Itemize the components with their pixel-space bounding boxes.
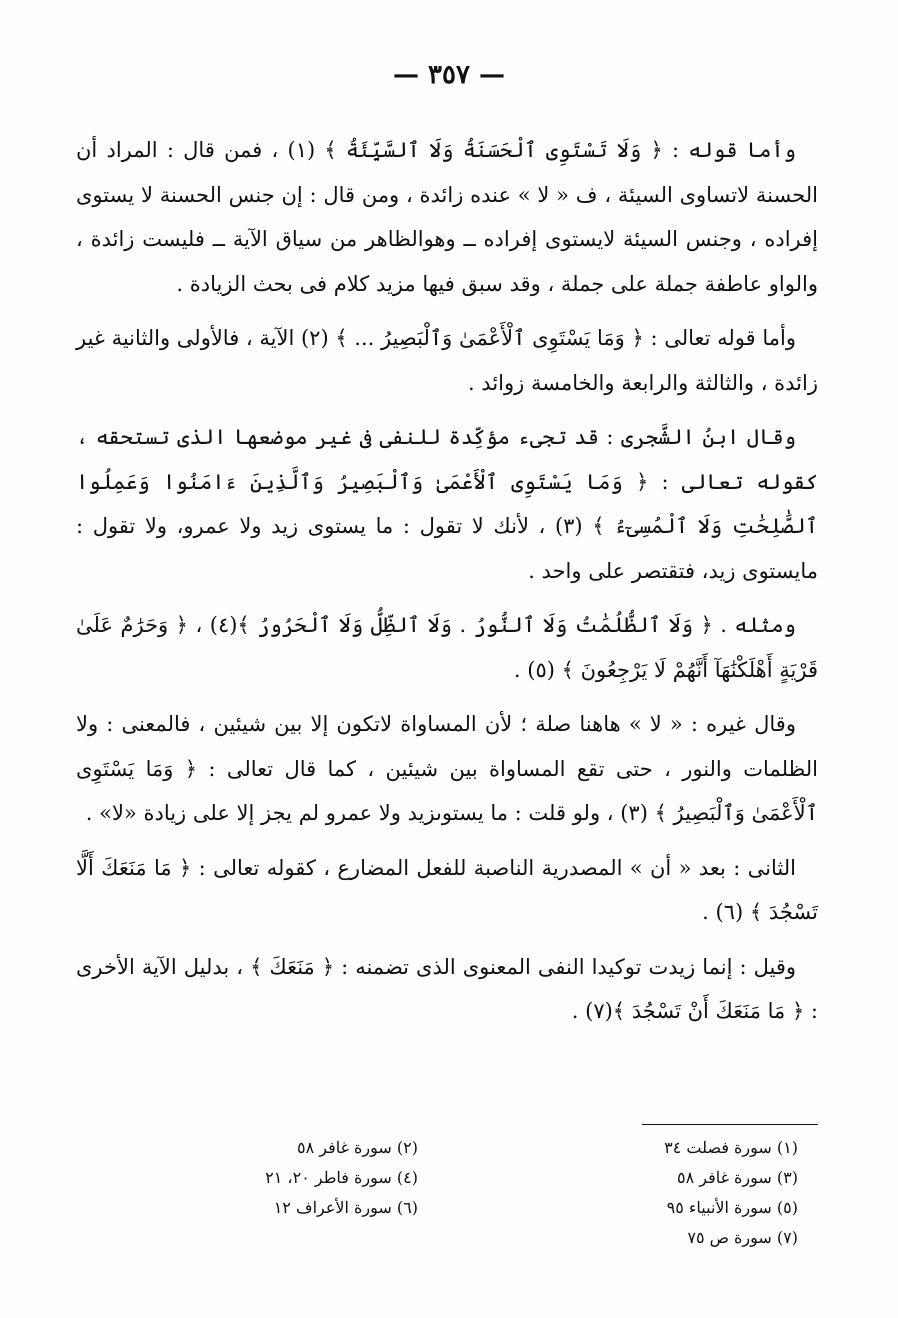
footnote-5: (٥) سورة الأنبياء ٩٥: [666, 1198, 798, 1217]
paragraph-5: وقال غيره : « لا » هاهنا صلة ؛ لأن المساواة لاتكون إلا بين شيئين ، فالمعنى : ولا الظلمات والنور ، حتى تقع المساواة بين شيئين ، كما قال تعالى : ﴿ وَمَا يَسْتَوِى ٱلْأَعْمَىٰ وَٱلْبَصِيرُ ﴾ (٣) ، ولو قلت : ما يستوىزيد ولا عمرو لم يجز إلا على زيادة «لا» .: [76, 712, 818, 825]
paragraph-1: وأما قوله : ﴿ وَلَا تَسْتَوِى ٱلْحَسَنَةُ وَلَا ٱلسَّيِّئَةُ ﴾ (١) ، فمن قال : المراد أن الحسنة لاتساوى السيئة ، ف « لا » عنده زائدة ، ومن قال : إن جنس الحسنة لا يستوى إفراده ، وجنس السيئة لايستوى إفراده ــ وهوالظاهر من سياق الآية ــ فليست زائدة ، والواو عاطفة جملة على جملة ، وقد سبق فيها مزيد كلام فى بحث الزيادة .: [76, 138, 818, 296]
footnotes: [118, 1134, 798, 1252]
paragraph-2: وأما قوله تعالى : ﴿ وَمَا يَسْتَوِى ٱلْأَعْمَىٰ وَٱلْبَصِيرُ ... ﴾ (٢) الآية ، فالأولى والثانية غير زائدة ، والثالثة والرابعة والخامسة زوائد .: [75, 326, 818, 395]
footnote-3: (٣) سورة غافر ٥٨: [676, 1168, 798, 1187]
paragraph-3: وقال ابنُ الشَّجرى : قد تجىء مؤكِّدة للنفى فى غير موضعها الذى تستحقه ، كقوله تعالى : ﴿ وَمَا يَسْتَوِى ٱلْأَعْمَىٰ وَٱلْبَصِيرُ وَٱلَّذِينَ ءَامَنُوا وَعَمِلُوا ٱلصَّٰلِحَٰتِ وَلَا ٱلْمُسِىٓءُ ﴾ (٣) ، لأنك لا تقول : ما يستوى زيد ولا عمرو، ولا تقول : مايستوى زيد، فتقتصر على واحد .: [76, 425, 818, 583]
main-text: [76, 128, 818, 1044]
footnote-2: (٢) سورة غافر ٥٨: [296, 1138, 418, 1157]
paragraph-4: ومثله . ﴿ وَلَا ٱلظُّلُمَٰتُ وَلَا ٱلنُّورُ . وَلَا ٱلظِّلُّ وَلَا ٱلْحَرُورُ ﴾(٤) ، ﴿ وَحَرَٰمٌ عَلَىٰ قَرْيَةٍ أَهْلَكْنَٰهَآ أَنَّهُمْ لَا يَرْجِعُونَ ﴾ (٥) .: [76, 613, 818, 682]
footnote-6: (٦) سورة الأعراف ١٢: [273, 1198, 418, 1217]
paragraph-6: الثانى : بعد « أن » المصدرية الناصبة للفعل المضارع ، كقوله تعالى : ﴿ مَا مَنَعَكَ أَلَّا تَسْجُدَ ﴾ (٦) .: [76, 855, 818, 924]
footnote-7: (٧) سورة ص ٧٥: [687, 1228, 798, 1247]
footnote-divider: [642, 1124, 818, 1125]
page-number: — ٣٥٧ —: [392, 60, 506, 90]
footnote-1: (١) سورة فصلت ٣٤: [664, 1138, 798, 1157]
paragraph-7: وقيل : إنما زيدت توكيدا النفى المعنوى الذى تضمنه : ﴿ مَنَعَكَ ﴾ ، بدليل الآية الأخرى : ﴿ مَا مَنَعَكَ أَنْ تَسْجُدَ ﴾(٧) .: [76, 954, 818, 1023]
footnote-4: (٤) سورة فاطر ٢٠، ٢١: [265, 1168, 418, 1187]
